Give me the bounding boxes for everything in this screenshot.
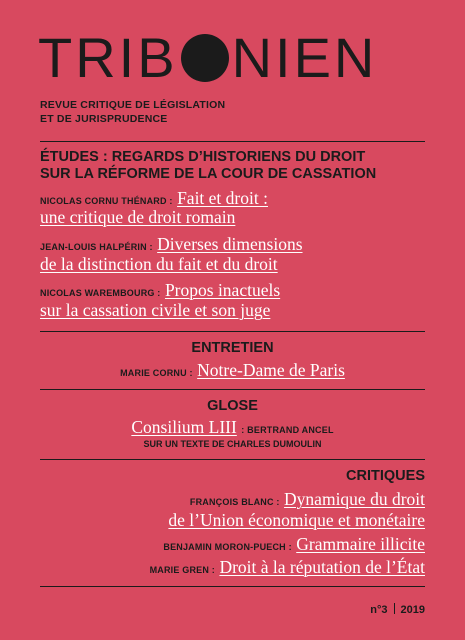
divider [40,331,425,332]
article-author: NICOLAS CORNU THÉNARD : [40,196,173,206]
article-3-line-2 [40,300,270,321]
article-title[interactable]: une critique de droit romain [40,207,236,227]
entretien-entry [0,360,465,381]
glose-entry [0,417,465,438]
entretien-author: MARIE CORNU : [120,368,193,378]
entretien-title[interactable]: Notre-Dame de Paris [197,360,345,380]
article-title[interactable]: Propos inactuels [164,280,281,300]
footer-separator [394,603,395,614]
issue-footer [370,603,425,616]
critiques-heading: CRITIQUES [346,468,425,484]
critique-1-line-2 [168,510,425,531]
critique-2 [163,534,425,555]
subtitle-line-1: REVUE CRITIQUE DE LÉGISLATION [40,99,226,111]
article-author: JEAN-LOUIS HALPÉRIN : [40,242,153,252]
article-1-line-2 [40,207,235,228]
etudes-heading-1: ÉTUDES : REGARDS D’HISTORIENS DU DROIT [40,149,366,165]
logo-text-right: NIEN [231,26,378,89]
divider [40,389,425,390]
journal-logo [38,28,377,88]
critique-title[interactable]: Droit à la réputation de l’État [219,557,425,577]
issue-year: 2019 [400,604,425,616]
logo-text-left: TRIB [38,26,178,89]
issue-number: n°3 [370,604,388,616]
subtitle-line-2: ET DE JURISPRUDENCE [40,113,168,125]
critique-title[interactable]: de l’Union économique et monétaire [168,510,425,530]
article-title[interactable]: Diverses dimensions [157,234,303,254]
critique-title[interactable]: Dynamique du droit [284,489,425,509]
article-3 [40,280,280,301]
divider [40,459,425,460]
divider [40,141,425,142]
critique-3 [150,557,425,578]
etudes-heading-2: SUR LA RÉFORME DE LA COUR DE CASSATION [40,166,377,182]
article-1 [40,188,268,209]
glose-author: : BERTRAND ANCEL [241,425,334,435]
divider [40,586,425,587]
critique-author: MARIE GREN : [149,565,215,575]
article-2-line-2 [40,254,278,275]
entretien-heading: ENTRETIEN [191,340,274,356]
critique-author: FRANÇOIS BLANC : [189,497,280,507]
article-title[interactable]: Fait et droit : [177,188,268,208]
critique-author: BENJAMIN MORON-PUECH : [163,542,292,552]
article-author: NICOLAS WAREMBOURG : [40,288,161,298]
article-2 [40,234,303,255]
glose-heading: GLOSE [207,398,258,414]
article-title[interactable]: de la distinction du fait et du droit [40,254,278,274]
logo-circle-icon [181,34,229,82]
critique-title[interactable]: Grammaire illicite [296,534,425,554]
critique-1 [190,489,425,510]
glose-note: SUR UN TEXTE DE CHARLES DUMOULIN [143,439,322,449]
glose-title[interactable]: Consilium LIII [131,417,237,437]
article-title[interactable]: sur la cassation civile et son juge [40,300,271,320]
